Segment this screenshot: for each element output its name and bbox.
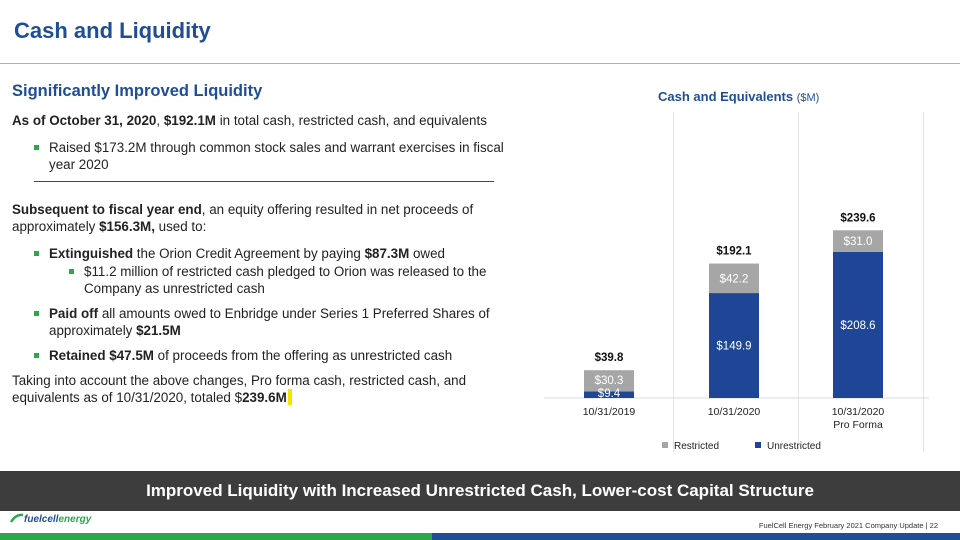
x-tick-label: Pro Forma <box>833 419 883 431</box>
bullet-amount: $21.5M <box>136 323 181 338</box>
key-takeaway-banner: Improved Liquidity with Increased Unrestricted Cash, Lower-cost Capital Structure <box>0 471 960 511</box>
list-item <box>34 347 522 364</box>
x-tick-label: 10/31/2020 <box>707 406 761 418</box>
data-label-restricted: $31.0 <box>843 236 873 249</box>
legend-swatch-restricted <box>662 442 668 448</box>
data-label-restricted: $42.2 <box>719 273 749 286</box>
bullet-bold: Paid off <box>49 306 99 321</box>
legend-swatch-unrestricted <box>755 442 761 448</box>
bullet-amount: $87.3M <box>364 246 410 261</box>
subsequent-summary <box>12 201 522 235</box>
subsequent-suffix: used to: <box>154 219 207 234</box>
legend-label-restricted: Restricted <box>674 441 720 452</box>
chart-title-text: Cash and Equivalents <box>658 89 794 104</box>
pro-forma-amount: 239.6M <box>242 390 287 405</box>
total-label: $39.8 <box>594 352 624 365</box>
chart-title-unit: ($M) <box>796 92 820 104</box>
page-title: Cash and Liquidity <box>14 18 211 43</box>
text-cursor-highlight <box>288 389 292 405</box>
footer-color-strip <box>0 533 960 540</box>
x-tick-label: 10/31/2020 <box>831 406 885 418</box>
data-label-unrestricted: $149.9 <box>716 340 752 353</box>
net-proceeds-amount: $156.3M, <box>99 219 155 234</box>
total-label: $239.6 <box>840 212 876 225</box>
bullet-end: owed <box>409 246 445 261</box>
bullet-bold: Retained $47.5M <box>49 348 154 363</box>
data-label-restricted: $30.3 <box>594 374 624 387</box>
data-label-unrestricted: $9.4 <box>597 388 621 400</box>
use-of-proceeds-bullets <box>34 245 522 364</box>
sub-bullet-text: $11.2 million of restricted cash pledged to Orion was released to the Company as unrestricted cash <box>84 264 487 296</box>
total-cash-amount: $192.1M <box>163 113 216 128</box>
section-heading: Significantly Improved Liquidity <box>12 82 263 100</box>
chart-canvas <box>534 112 948 452</box>
liquidity-summary <box>12 112 522 129</box>
x-tick-label: 10/31/2019 <box>582 406 636 418</box>
separator: , <box>156 113 164 128</box>
list-item <box>34 139 522 173</box>
bullet-text: the Orion Credit Agreement by paying <box>133 246 365 261</box>
list-item <box>34 305 522 339</box>
list-item <box>69 263 522 297</box>
data-label-unrestricted: $208.6 <box>840 319 876 332</box>
bullet-bold: Extinguished <box>49 246 134 261</box>
fy2020-bullets <box>34 139 522 173</box>
total-label: $192.1 <box>716 245 752 258</box>
date-text: As of October 31, 2020 <box>12 113 157 128</box>
legend-label-unrestricted: Unrestricted <box>767 441 821 452</box>
logo-part2: energy <box>58 513 92 525</box>
title-divider <box>0 63 960 64</box>
sub-bullets <box>69 263 522 297</box>
section-divider <box>34 181 494 182</box>
chart-title <box>658 89 819 104</box>
bullet-text: Raised $173.2M through common stock sales and warrant exercises in fiscal year 2020 <box>49 140 504 172</box>
pro-forma-text: Taking into account the above changes, Pro forma cash, restricted cash, and equivalents as of 10/31/2020, totaled $ <box>12 373 467 405</box>
pro-forma-summary <box>12 372 522 406</box>
bullet-text: of proceeds from the offering as unrestricted cash <box>153 348 453 363</box>
logo-swoosh-icon <box>10 512 24 526</box>
summary-suffix: in total cash, restricted cash, and equivalents <box>215 113 487 128</box>
footer-text: FuelCell Energy February 2021 Company Update | 22 <box>758 521 938 530</box>
subsequent-text: , an equity offering resulted in net proceeds of approximately <box>12 202 474 234</box>
bullet-text: all amounts owed to Enbridge under Series 1 Preferred Shares of approximately <box>49 306 490 338</box>
company-logo <box>10 512 91 526</box>
cash-chart <box>534 112 948 452</box>
subsequent-label: Subsequent to fiscal year end <box>12 202 202 217</box>
text-column <box>12 82 522 406</box>
logo-text <box>24 514 91 525</box>
logo-part1: fuelcell <box>24 513 59 525</box>
list-item <box>34 245 522 297</box>
